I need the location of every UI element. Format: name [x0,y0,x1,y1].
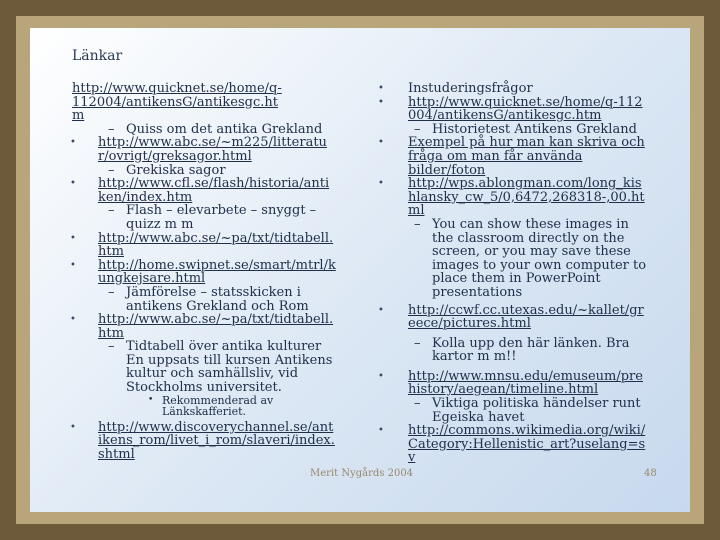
dash-icon: – [108,203,115,219]
link[interactable]: http://wps.ablongman.com/long_kishlansky_cw_5/0,6472,268318-,00.html [408,176,645,219]
link[interactable]: http://ccwf.cc.utexas.edu/~kallet/greece/pictures.html [408,302,644,332]
link[interactable]: http://www.cfl.se/flash/historia/antiken/index.htm [98,176,330,205]
sub-item [36,123,336,137]
dash-icon: – [108,284,115,300]
link[interactable]: http://www.quicknet.se/home/q-112004/antikensG/antikesgc.htm [408,94,643,124]
list-item [348,370,648,397]
bullet-icon: • [70,137,76,149]
sub-item-text: You can show these images in the classroom directly on the screen, or you may save these images to your own computer to place them in PowerPoint presentations [432,216,647,300]
sub-item-text: Jämförelse – statsskicken i antikens Grekland och Rom [126,284,309,314]
list-item [36,136,336,163]
dash-icon: – [414,335,421,351]
bullet-icon: • [148,394,154,405]
link[interactable]: http://home.swipnet.se/smart/mtrl/kungkejsare.html [98,257,336,287]
bullet-icon: • [70,421,76,433]
sub-item-text: Quiss om det antika Grekland [126,121,323,137]
right-column [348,82,648,465]
slide [30,28,690,512]
sub-item [348,337,648,364]
dash-icon: – [108,121,115,137]
bullet-icon: • [378,304,384,316]
bullet-icon: • [70,232,76,244]
list-item [348,304,648,331]
sub-item-text: Kolla upp den här länken. Bra kartor m m!! [432,335,630,365]
bullet-icon: • [70,178,76,190]
list-item [36,313,336,340]
sub-item-text: Viktiga politiska händelser runt Egeiska havet [432,396,641,425]
dash-icon: – [414,121,421,137]
sub-item-text: Flash – elevarbete – snyggt – quizz m m [126,203,317,232]
sub-item [348,397,648,424]
bullet-icon: • [378,137,384,149]
list-item [348,136,648,177]
list-item [36,421,336,462]
footer-page-number: 48 [644,468,657,479]
list-item-text: Instuderingsfrågor [408,81,533,96]
sub-item [36,340,336,394]
link[interactable]: http://www.mnsu.edu/emuseum/prehistory/aegean/timeline.html [408,368,643,398]
list-item [36,82,336,123]
link[interactable]: http://www.abc.se/~pa/txt/tidtabell.htm [98,312,334,341]
list-item [348,82,648,96]
link[interactable]: http://www.abc.se/~pa/txt/tidtabell.htm [98,230,334,260]
sub-item-text: Tidtabell över antika kulturer En uppsats till kursen Antikens kultur och samhällsliv, vid Stockholms universitet. [126,339,333,396]
sub-item [36,286,336,313]
sub-sub-item-text: Rekommenderad av Länkskafferiet. [162,393,274,418]
bullet-icon: • [378,425,384,437]
dash-icon: – [108,162,115,178]
bullet-icon: • [70,259,76,271]
dash-icon: – [414,216,421,232]
list-item [36,177,336,204]
bullet-icon: • [378,370,384,382]
sub-sub-item [36,395,336,417]
list-item [348,177,648,218]
dash-icon: – [414,396,421,412]
list-item [36,259,336,286]
link[interactable]: http://www.abc.se/~m225/litteratur/ovrigt/greksagor.html [98,135,327,164]
sub-item [36,164,336,178]
slide-title: Länkar [72,48,123,64]
sub-item-text: Grekiska sagor [126,162,226,178]
dash-icon: – [108,339,115,355]
footer-author: Merit Nygårds 2004 [310,468,414,479]
link[interactable]: http://www.discoverychannel.se/antikens_rom/livet_i_rom/slaveri/index.shtml [98,419,335,462]
bullet-icon: • [378,96,384,108]
bullet-icon: • [378,178,384,190]
list-item [36,232,336,259]
list-item-text: Exempel på hur man kan skriva och fråga om man får använda bilder/foton [408,135,645,178]
sub-item-text: Historietest Antikens Grekland [432,121,637,137]
link[interactable]: http://commons.wikimedia.org/wiki/Category:Hellenistic_art?uselang=sv [408,423,646,466]
link[interactable]: http://www.quicknet.se/home/q-112004/antikensG/antikesgc.htm [72,81,282,124]
left-column [36,82,336,461]
list-item [348,96,648,123]
bullet-icon: • [378,83,384,94]
list-item [348,424,648,465]
bullet-icon: • [70,314,76,326]
sub-item [348,218,648,300]
sub-item [36,204,336,231]
